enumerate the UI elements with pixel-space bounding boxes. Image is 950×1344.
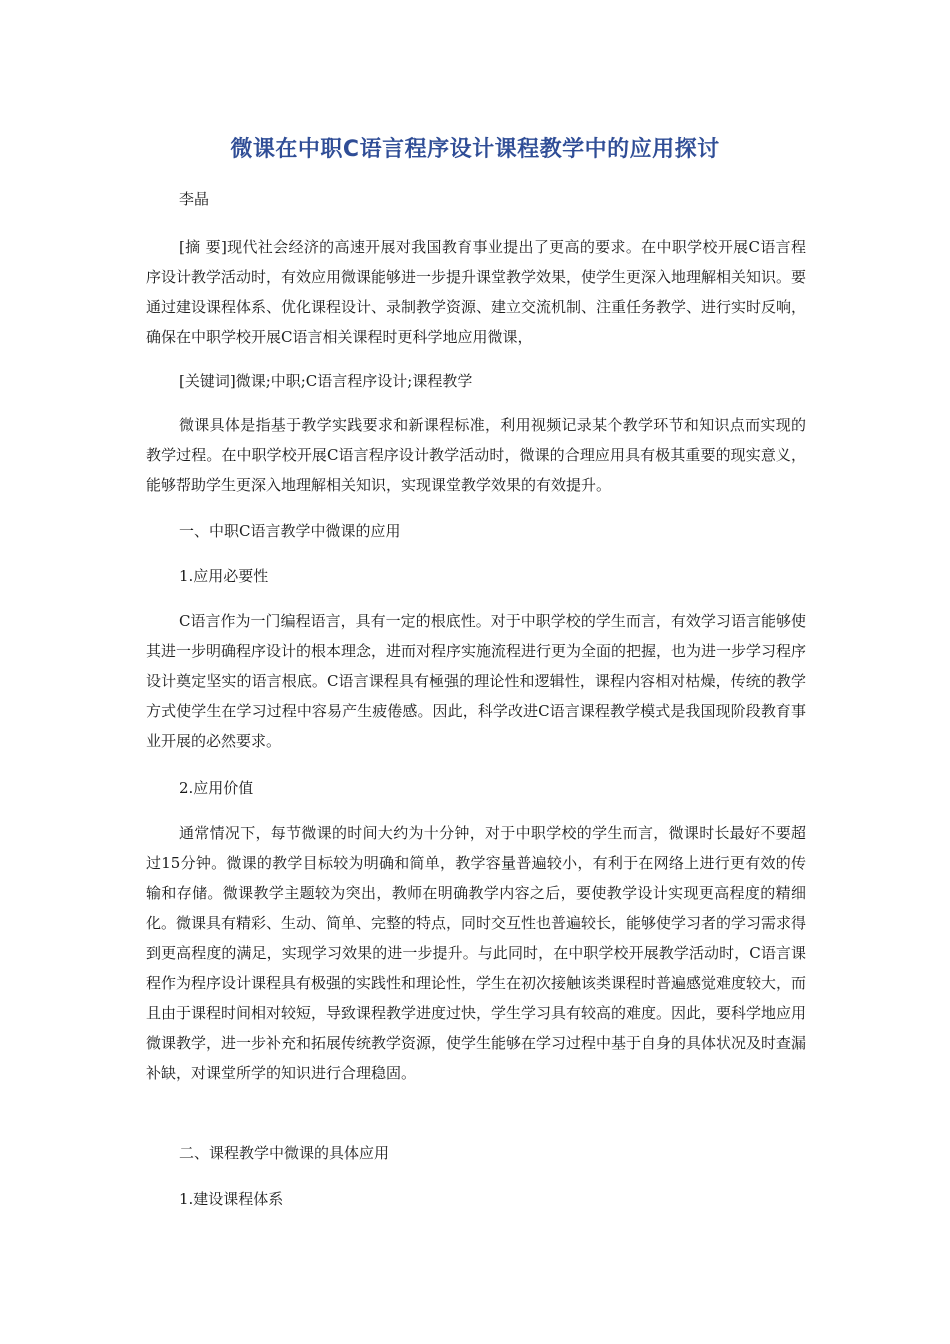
keywords-paragraph: [关键词]微课;中职;C语言程序设计;课程教学 — [179, 372, 473, 390]
intro-paragraph: 微课具体是指基于教学实践要求和新课程标准，利用视频记录某个教学环节和知识点而实现的教学过程。在中职学校开展C语言程序设计教学活动时，微课的合理应用具有极其重要的现实意义，能够帮助学生更深入地理解相关知识，实现课堂教学效果的有效提升。 — [146, 416, 806, 494]
section-1-1-heading: 1.应用必要性 — [179, 567, 269, 585]
section-1-heading: 一、中职C语言教学中微课的应用 — [179, 522, 401, 540]
section-1-1-paragraph: C语言作为一门编程语言，具有一定的根底性。对于中职学校的学生而言，有效学习语言能够使其进一步明确程序设计的根本理念，进而对程序实施流程进行更为全面的把握，也为进一步学习程序设计奠定坚实的语言根底。C语言课程具有極强的理论性和逻辑性，课程内容相对枯燥，传统的教学方式使学生在学习过程中容易产生疲倦感。因此，科学改进C语言课程教学模式是我国现阶段教育事业开展的必然要求。 — [146, 612, 807, 750]
abstract-paragraph: [摘 要]现代社会经济的高速开展对我国教育事业提出了更高的要求。在中职学校开展C语言程序设计教学活动时，有效应用微课能够进一步提升课堂教学效果，使学生更深入地理解相关知识。要通过建设课程体系、优化课程设计、录制教学资源、建立交流机制、注重任务教学、进行实时反响，确保在中职学校开展C语言相关课程时更科学地应用微课， — [146, 238, 807, 346]
section-2-1-heading: 1.建设课程体系 — [179, 1190, 284, 1208]
section-1-2-paragraph: 通常情况下，每节微课的时间大约为十分钟，对于中职学校的学生而言，微课时长最好不要超过15分钟。微课的教学目标较为明确和简单，教学容量普遍较小，有利于在网络上进行更有效的传输和存储。微课教学主题较为突出，教师在明确教学内容之后，要使教学设计实现更高程度的精细化。微课具有精彩、生动、简单、完整的特点，同时交互性也普遍较长，能够使学习者的学习需求得到更高程度的满足，实现学习效果的进一步提升。与此同时，在中职学校开展教学活动时，C语言课程作为程序设计课程具有极强的实践性和理论性，学生在初次接触该类课程时普遍感觉难度较大，而且由于课程时间相对较短，导致课程教学进度过快，学生学习具有较高的难度。因此，要科学地应用微课教学，进一步补充和拓展传统教学资源，使学生能够在学习过程中基于自身的具体状况及时查漏补缺，对课堂所学的知识进行合理稳固。 — [146, 824, 807, 1082]
author-name: 李晶 — [179, 190, 210, 208]
document-title: 微课在中职C语言程序设计课程教学中的应用探讨 — [230, 137, 720, 162]
section-1-2-heading: 2.应用价值 — [179, 779, 254, 797]
section-2-heading: 二、课程教学中微课的具体应用 — [179, 1144, 390, 1162]
